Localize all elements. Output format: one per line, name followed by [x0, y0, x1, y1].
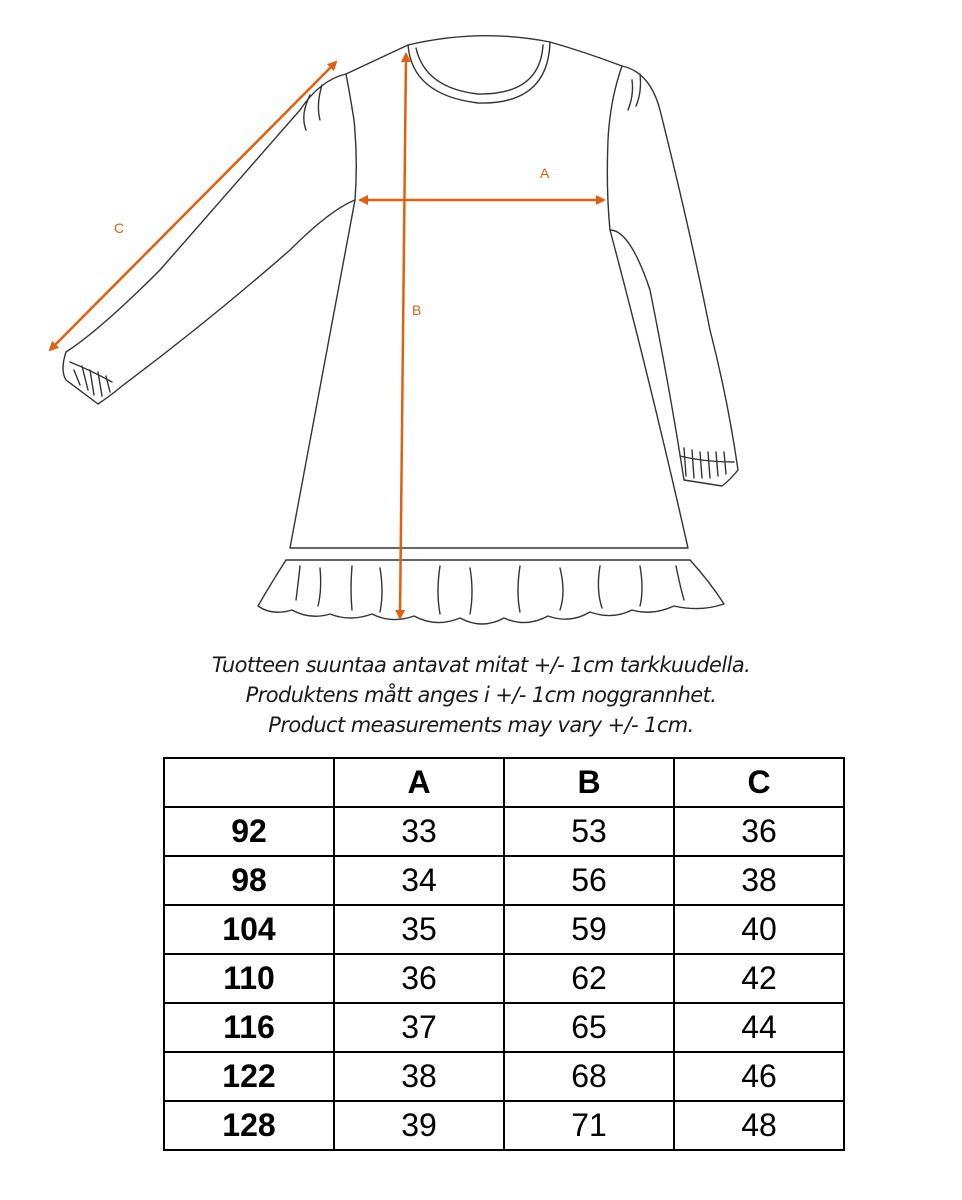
table-row: [164, 1052, 844, 1101]
size-cell: 116: [164, 1003, 334, 1052]
value-c-cell: 40: [674, 905, 844, 954]
value-a-cell: 38: [334, 1052, 504, 1101]
label-c: C: [114, 220, 125, 236]
arrow-c: [50, 62, 336, 350]
table-header-row: [164, 758, 844, 807]
value-c-cell: 44: [674, 1003, 844, 1052]
table-row: [164, 1101, 844, 1150]
value-c-cell: 42: [674, 954, 844, 1003]
size-cell: 128: [164, 1101, 334, 1150]
table-row: [164, 1003, 844, 1052]
value-a-cell: 36: [334, 954, 504, 1003]
header-c: C: [674, 758, 844, 807]
header-a: A: [334, 758, 504, 807]
header-b: B: [504, 758, 674, 807]
measurement-arrows: [50, 54, 604, 618]
value-c-cell: 46: [674, 1052, 844, 1101]
value-c-cell: 38: [674, 856, 844, 905]
value-a-cell: 39: [334, 1101, 504, 1150]
value-c-cell: 36: [674, 807, 844, 856]
value-b-cell: 59: [504, 905, 674, 954]
size-cell: 122: [164, 1052, 334, 1101]
table-row: [164, 856, 844, 905]
value-b-cell: 71: [504, 1101, 674, 1150]
arrow-b: [400, 54, 406, 618]
value-a-cell: 33: [334, 807, 504, 856]
value-a-cell: 37: [334, 1003, 504, 1052]
size-cell: 92: [164, 807, 334, 856]
table-row: [164, 954, 844, 1003]
note-finnish: Tuotteen suuntaa antavat mitat +/- 1cm tarkkuudella.: [211, 653, 751, 677]
size-table: [163, 757, 845, 1151]
value-b-cell: 53: [504, 807, 674, 856]
size-cell: 110: [164, 954, 334, 1003]
size-cell: 104: [164, 905, 334, 954]
measurement-notes: [0, 650, 962, 740]
size-cell: 98: [164, 856, 334, 905]
value-b-cell: 68: [504, 1052, 674, 1101]
label-b: B: [412, 302, 422, 318]
note-swedish: Produktens mått anges i +/- 1cm noggrannhet.: [245, 683, 717, 707]
value-c-cell: 48: [674, 1101, 844, 1150]
note-english: Product measurements may vary +/- 1cm.: [268, 713, 694, 737]
value-b-cell: 56: [504, 856, 674, 905]
table-row: [164, 807, 844, 856]
value-a-cell: 35: [334, 905, 504, 954]
header-size: [164, 758, 334, 807]
value-a-cell: 34: [334, 856, 504, 905]
value-b-cell: 65: [504, 1003, 674, 1052]
label-a: A: [540, 165, 550, 181]
table-row: [164, 905, 844, 954]
value-b-cell: 62: [504, 954, 674, 1003]
